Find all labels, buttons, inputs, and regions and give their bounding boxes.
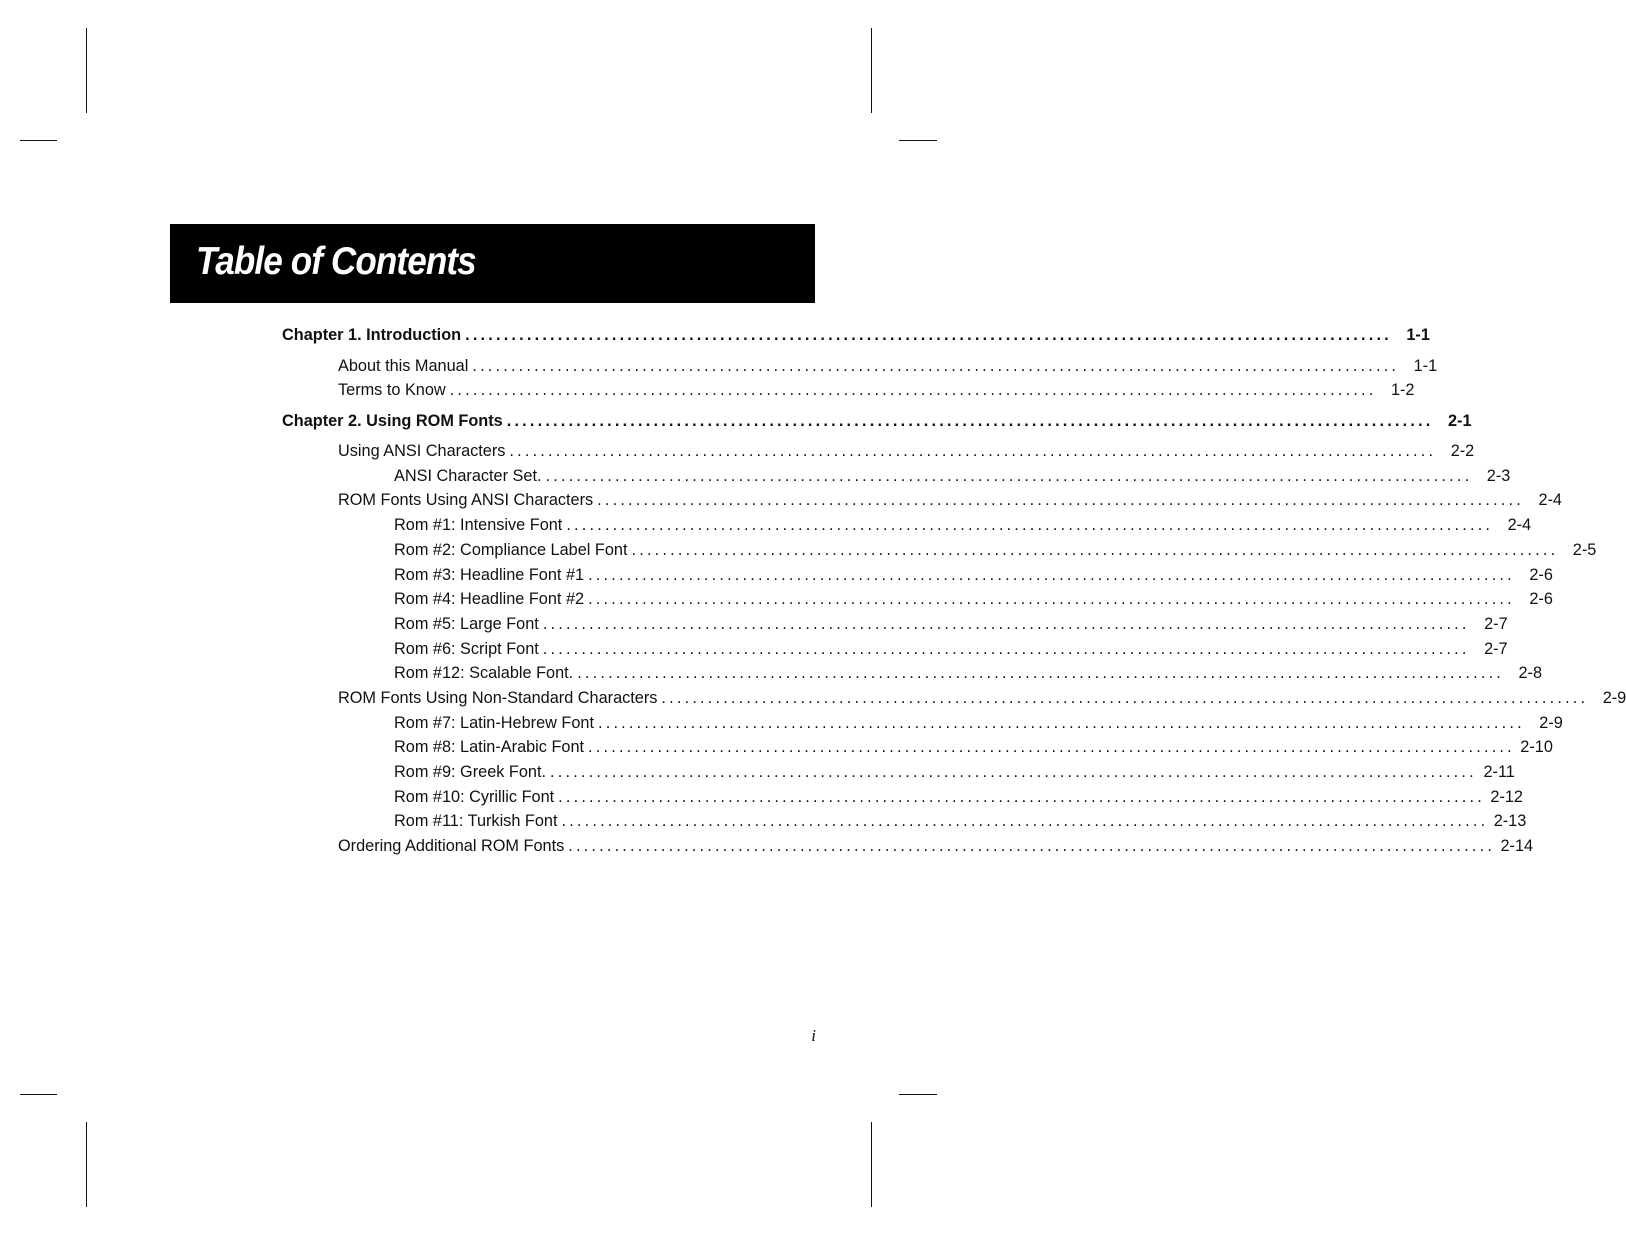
dot-leader: ........................................................................................................................: [542, 640, 1470, 658]
dot-leader: ........................................................................................................................: [577, 664, 1505, 682]
toc-section-entry[interactable]: [338, 834, 1534, 856]
page-number: i: [811, 1026, 816, 1045]
dot-leader: ........................................................................................................................: [588, 738, 1515, 756]
dot-leader: ........................................................................................................................: [558, 788, 1485, 806]
toc-entry-page: 2-8: [1518, 664, 1543, 682]
toc-entry-label: About this Manual: [338, 357, 469, 375]
toc-entry-page: 1-1: [1406, 326, 1430, 344]
toc-entry-label: ROM Fonts Using ANSI Characters: [338, 491, 594, 509]
toc-entry-page: 1-1: [1413, 357, 1438, 375]
toc-entry-page: 2-7: [1484, 640, 1508, 658]
toc-entry-label: Rom #3: Headline Font #1: [394, 566, 585, 584]
toc-entry-page: 2-9: [1539, 714, 1563, 732]
toc-chapter-entry[interactable]: [282, 409, 1472, 431]
toc-entry-page: 2-10: [1520, 738, 1553, 756]
toc-entry-label: Terms to Know: [338, 381, 446, 399]
toc-entry-page: 2-6: [1529, 566, 1553, 584]
toc-entry-label: Rom #7: Latin-Hebrew Font: [394, 714, 594, 732]
toc-section-entry[interactable]: [338, 686, 1626, 708]
toc-entry-label: ROM Fonts Using Non-Standard Characters: [338, 689, 658, 707]
dot-leader: ........................................................................................................................: [566, 516, 1494, 534]
dot-leader: ........................................................................................................................: [561, 812, 1489, 830]
toc-section-entry[interactable]: [338, 488, 1562, 510]
toc-entry-label: Chapter 2. Using ROM Fonts: [282, 412, 503, 430]
toc-entry-page: 2-4: [1538, 491, 1562, 509]
dot-leader: ........................................................................................................................: [545, 467, 1473, 485]
toc-section-entry[interactable]: [338, 378, 1415, 400]
dot-leader: ........................................................................................................................: [597, 491, 1524, 509]
toc-chapter-entry[interactable]: [282, 323, 1430, 345]
dot-leader: ........................................................................................................................: [506, 412, 1434, 430]
toc-entry-label: Rom #5: Large Font: [394, 615, 539, 633]
dot-leader: ........................................................................................................................: [449, 381, 1377, 399]
toc-subsection-entry[interactable]: [394, 637, 1508, 659]
dot-leader: ........................................................................................................................: [542, 615, 1470, 633]
toc-entry-label: ANSI Character Set.: [394, 467, 542, 485]
dot-leader: ........................................................................................................................: [465, 326, 1392, 344]
toc-entry-label: Rom #12: Scalable Font.: [394, 664, 574, 682]
toc-entry-label: Rom #11: Turkish Font: [394, 812, 558, 830]
page-title: Table of Contents: [196, 240, 476, 283]
toc-subsection-entry[interactable]: [394, 661, 1543, 683]
toc-entry-label: Rom #10: Cyrillic Font: [394, 788, 555, 806]
toc-subsection-entry[interactable]: [394, 538, 1597, 560]
toc-section-entry[interactable]: [338, 354, 1438, 376]
toc-entry-page: 2-2: [1450, 442, 1475, 460]
dot-leader: ........................................................................................................................: [631, 541, 1559, 559]
toc-entry-page: 2-6: [1529, 590, 1553, 608]
toc-entry-label: Rom #1: Intensive Font: [394, 516, 563, 534]
toc-subsection-entry[interactable]: [394, 513, 1532, 535]
toc-entry-page: 1-2: [1390, 381, 1415, 399]
toc-entry-label: Rom #8: Latin-Arabic Font: [394, 738, 585, 756]
dot-leader: ........................................................................................................................: [588, 566, 1515, 584]
toc-subsection-entry[interactable]: [394, 563, 1553, 585]
toc-subsection-entry[interactable]: [394, 711, 1563, 733]
dot-leader: ........................................................................................................................: [568, 837, 1496, 855]
toc-subsection-entry[interactable]: [394, 587, 1553, 609]
toc-entry-page: 2-7: [1484, 615, 1508, 633]
toc-entry-label: Chapter 1. Introduction: [282, 326, 462, 344]
toc-entry-label: Rom #4: Headline Font #2: [394, 590, 585, 608]
toc-entry-page: 2-9: [1602, 689, 1626, 707]
toc-entry-label: Rom #9: Greek Font.: [394, 763, 547, 781]
toc-entry-page: 2-3: [1486, 467, 1511, 485]
toc-entry-page: 2-5: [1572, 541, 1597, 559]
toc-entry-label: Rom #2: Compliance Label Font: [394, 541, 628, 559]
toc-subsection-entry[interactable]: [394, 735, 1553, 757]
toc-entry-page: 2-11: [1483, 763, 1515, 781]
dot-leader: ........................................................................................................................: [509, 442, 1437, 460]
toc-entry-page: 2-14: [1500, 837, 1534, 855]
toc-subsection-entry[interactable]: [394, 464, 1511, 486]
toc-entry-page: 2-4: [1507, 516, 1532, 534]
toc-entry-page: 2-13: [1493, 812, 1527, 830]
toc-subsection-entry[interactable]: [394, 785, 1523, 807]
toc-entry-label: Ordering Additional ROM Fonts: [338, 837, 565, 855]
toc-subsection-entry[interactable]: [394, 612, 1508, 634]
dot-leader: ........................................................................................................................: [588, 590, 1515, 608]
toc-subsection-entry[interactable]: [394, 760, 1515, 782]
toc-section-entry[interactable]: [338, 439, 1475, 461]
toc-entry-page: 2-1: [1448, 412, 1472, 430]
toc-subsection-entry[interactable]: [394, 809, 1527, 831]
dot-leader: ........................................................................................................................: [550, 763, 1477, 781]
toc-entry-label: Using ANSI Characters: [338, 442, 506, 460]
dot-leader: ........................................................................................................................: [472, 357, 1400, 375]
toc-entry-page: 2-12: [1490, 788, 1523, 806]
dot-leader: ........................................................................................................................: [598, 714, 1525, 732]
toc-entry-label: Rom #6: Script Font: [394, 640, 539, 658]
dot-leader: ........................................................................................................................: [661, 689, 1589, 707]
